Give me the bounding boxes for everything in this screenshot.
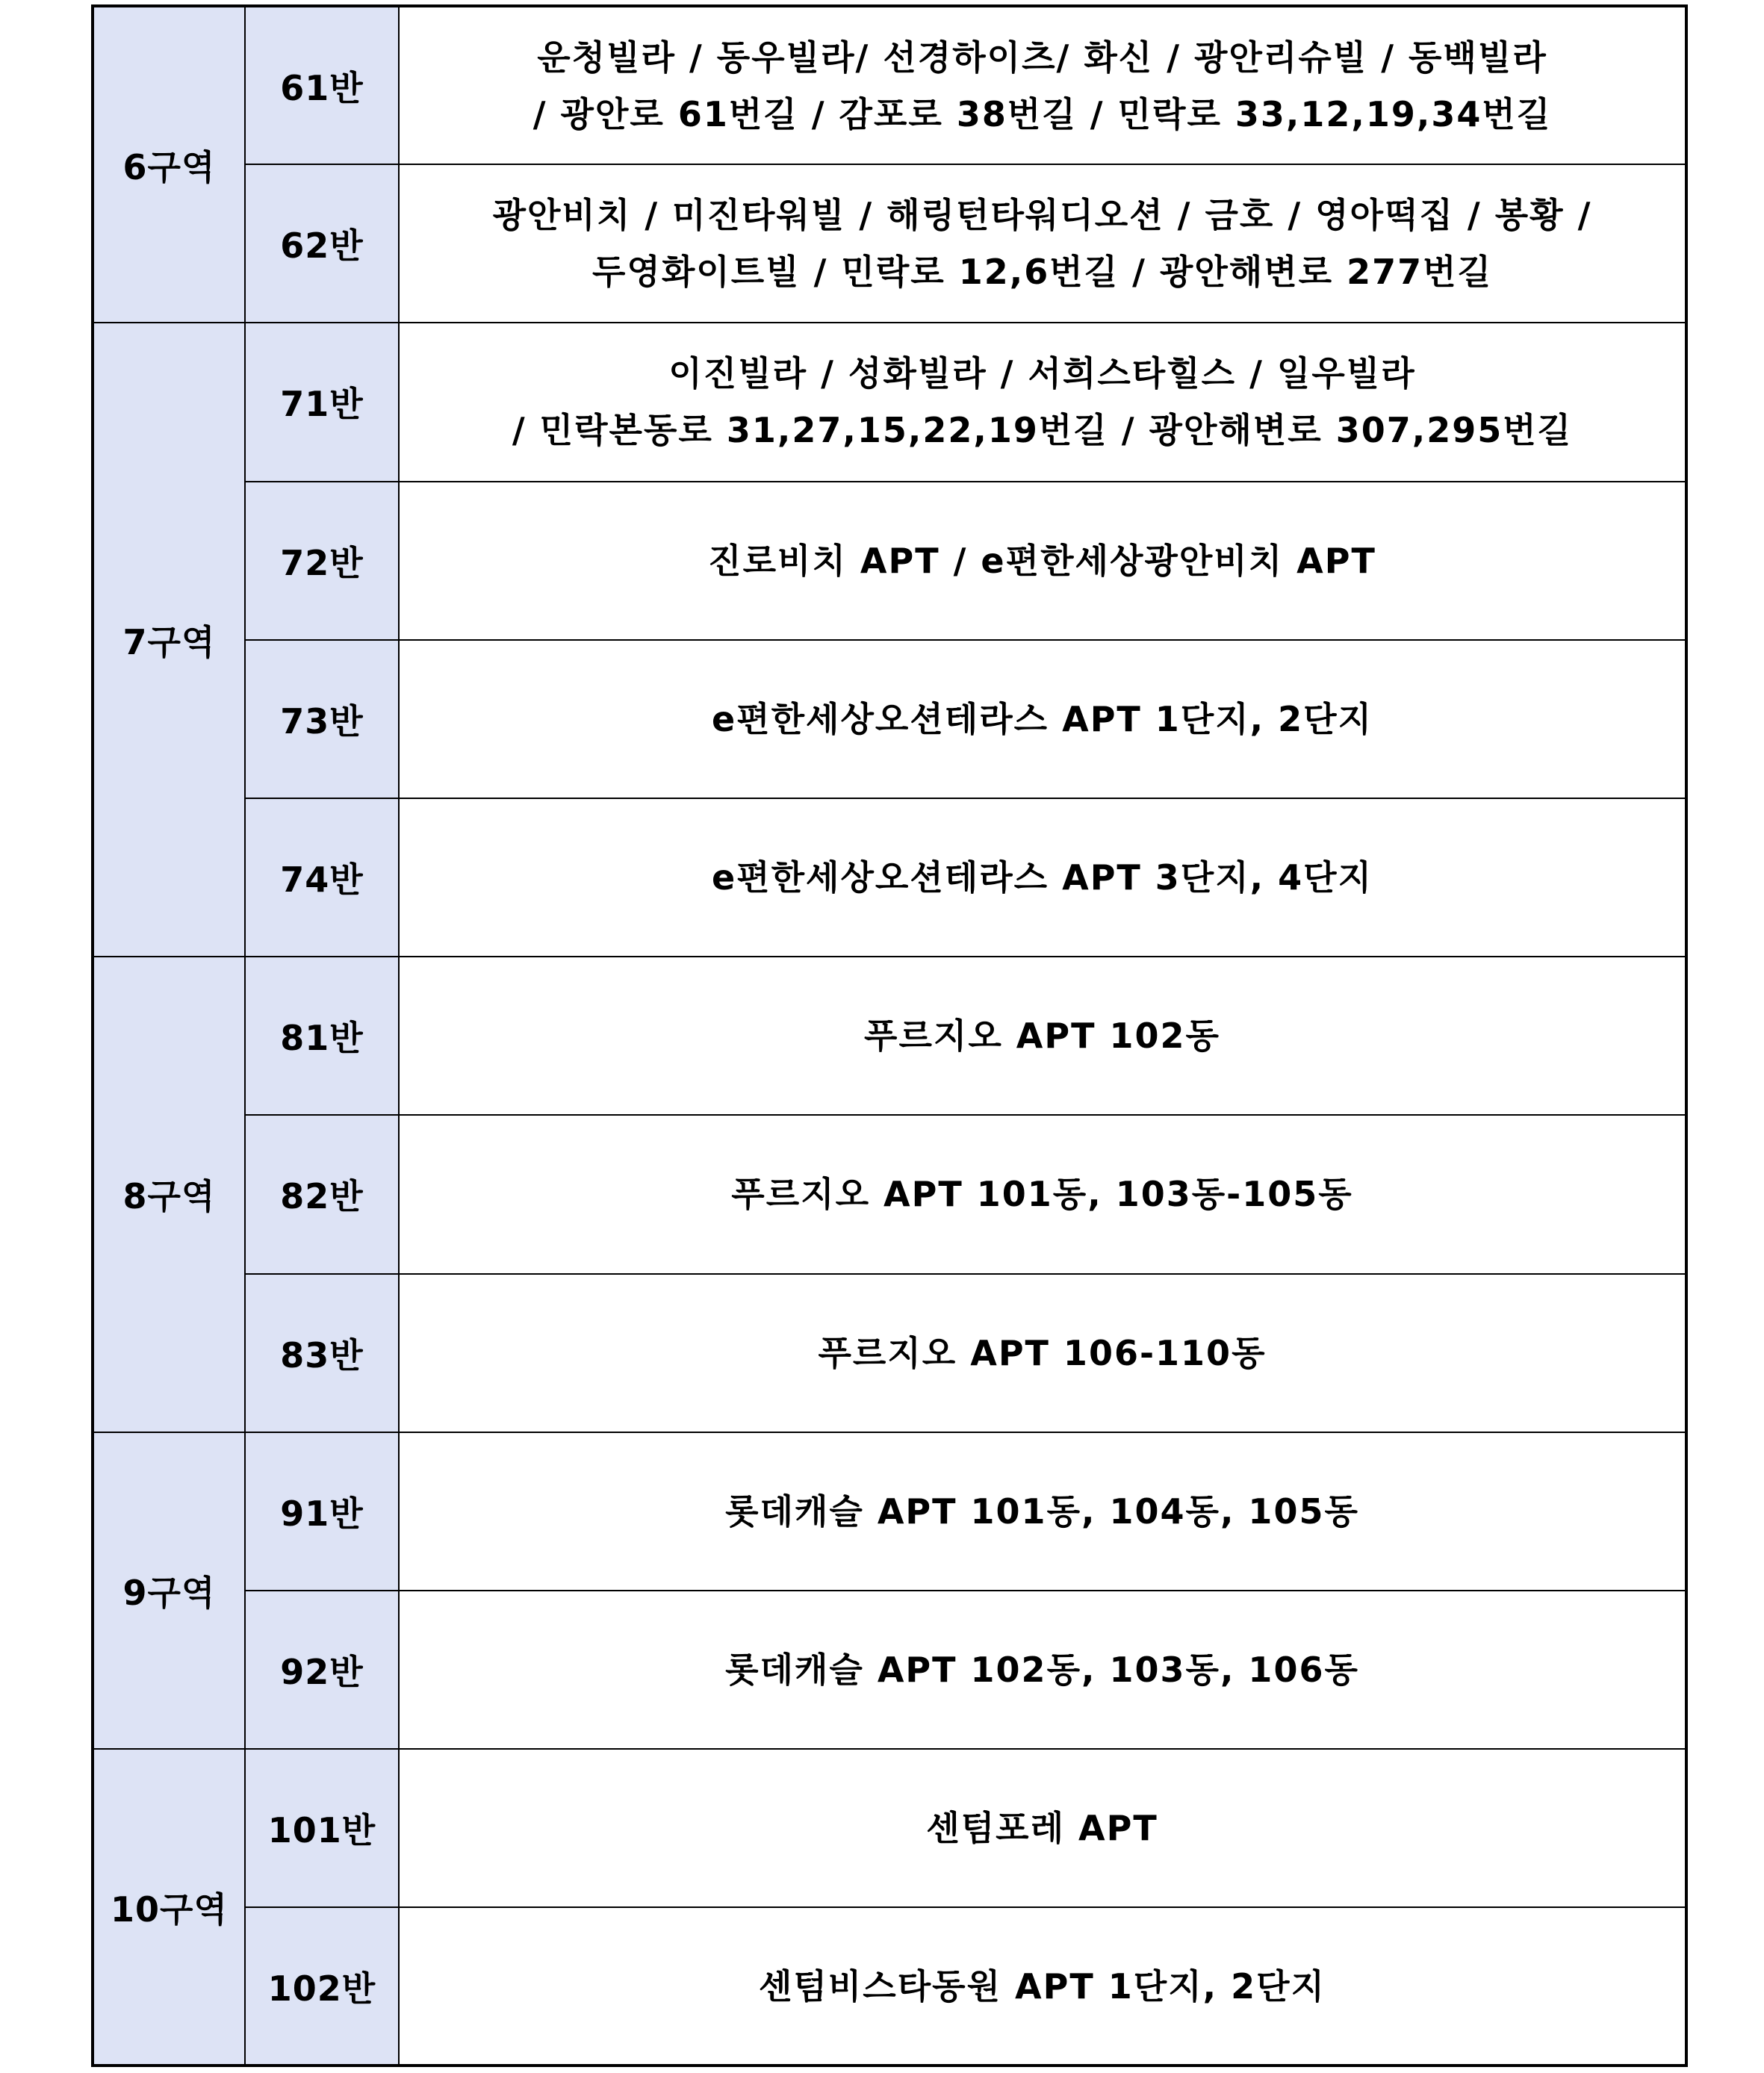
table-row (93, 1115, 1686, 1273)
description-line: 운청빌라 / 동우빌라/ 선경하이츠/ 화신 / 광안리슈빌 / 동백빌라 (537, 37, 1547, 78)
description-cell (399, 1907, 1686, 2066)
description-line: 광안비치 / 미진타워빌 / 해링턴타워디오션 / 금호 / 영아떡집 / 봉황 / (492, 195, 1592, 236)
description-line: 진로비치 APT / e편한세상광안비치 APT (708, 540, 1376, 581)
ban-cell: 61반 (245, 6, 399, 164)
ban-cell: 92반 (245, 1591, 399, 1749)
description-line: 푸르지오 APT 101동, 103동-105동 (731, 1174, 1353, 1215)
table-row (93, 1274, 1686, 1432)
description-cell (399, 1749, 1686, 1907)
description-cell (399, 957, 1686, 1115)
zone-cell: 8구역 (93, 957, 245, 1432)
description-line: e편한세상오션테라스 APT 3단지, 4단지 (711, 857, 1373, 898)
table-row (93, 323, 1686, 481)
description-cell (399, 1115, 1686, 1273)
ban-cell: 74반 (245, 798, 399, 957)
ban-cell: 81반 (245, 957, 399, 1115)
zone-cell: 6구역 (93, 6, 245, 323)
description-cell (399, 640, 1686, 798)
ban-cell: 71반 (245, 323, 399, 481)
table-row (93, 482, 1686, 640)
description-line: e편한세상오션테라스 APT 1단지, 2단지 (711, 698, 1373, 739)
ban-cell: 82반 (245, 1115, 399, 1273)
zone-cell: 10구역 (93, 1749, 245, 2066)
ban-cell: 102반 (245, 1907, 399, 2066)
description-line: 센텀비스타동원 APT 1단지, 2단지 (758, 1965, 1326, 2007)
table-row (93, 798, 1686, 957)
description-cell (399, 6, 1686, 164)
description-line: 이진빌라 / 성화빌라 / 서희스타힐스 / 일우빌라 (668, 353, 1416, 394)
ban-cell: 101반 (245, 1749, 399, 1907)
table-row (93, 640, 1686, 798)
description-cell (399, 1591, 1686, 1749)
table-row (93, 1749, 1686, 1907)
district-table (91, 4, 1688, 2067)
description-line: 롯데캐슬 APT 102동, 103동, 106동 (725, 1649, 1359, 1690)
description-cell (399, 323, 1686, 481)
description-line: 푸르지오 APT 106-110동 (818, 1332, 1267, 1373)
description-line: 두영화이트빌 / 민락로 12,6번길 / 광안해변로 277번길 (591, 252, 1493, 293)
table-row (93, 957, 1686, 1115)
ban-cell: 72반 (245, 482, 399, 640)
ban-cell: 91반 (245, 1432, 399, 1591)
table-row (93, 1432, 1686, 1591)
description-cell (399, 482, 1686, 640)
zone-cell: 9구역 (93, 1432, 245, 1749)
description-line: 센텀포레 APT (926, 1808, 1158, 1849)
ban-cell: 73반 (245, 640, 399, 798)
table-row (93, 6, 1686, 164)
table-row (93, 1907, 1686, 2066)
description-cell (399, 1274, 1686, 1432)
description-line: 롯데캐슬 APT 101동, 104동, 105동 (725, 1491, 1359, 1532)
description-cell (399, 798, 1686, 957)
description-cell (399, 164, 1686, 323)
ban-cell: 62반 (245, 164, 399, 323)
description-line: 푸르지오 APT 102동 (864, 1016, 1220, 1057)
table-row (93, 164, 1686, 323)
ban-cell: 83반 (245, 1274, 399, 1432)
description-line: / 광안로 61번길 / 감포로 38번길 / 민락로 33,12,19,34번길 (532, 93, 1552, 134)
zone-cell: 7구역 (93, 323, 245, 957)
description-line: / 민락본동로 31,27,15,22,19번길 / 광안해변로 307,295번길 (512, 410, 1573, 451)
description-cell (399, 1432, 1686, 1591)
table-row (93, 1591, 1686, 1749)
